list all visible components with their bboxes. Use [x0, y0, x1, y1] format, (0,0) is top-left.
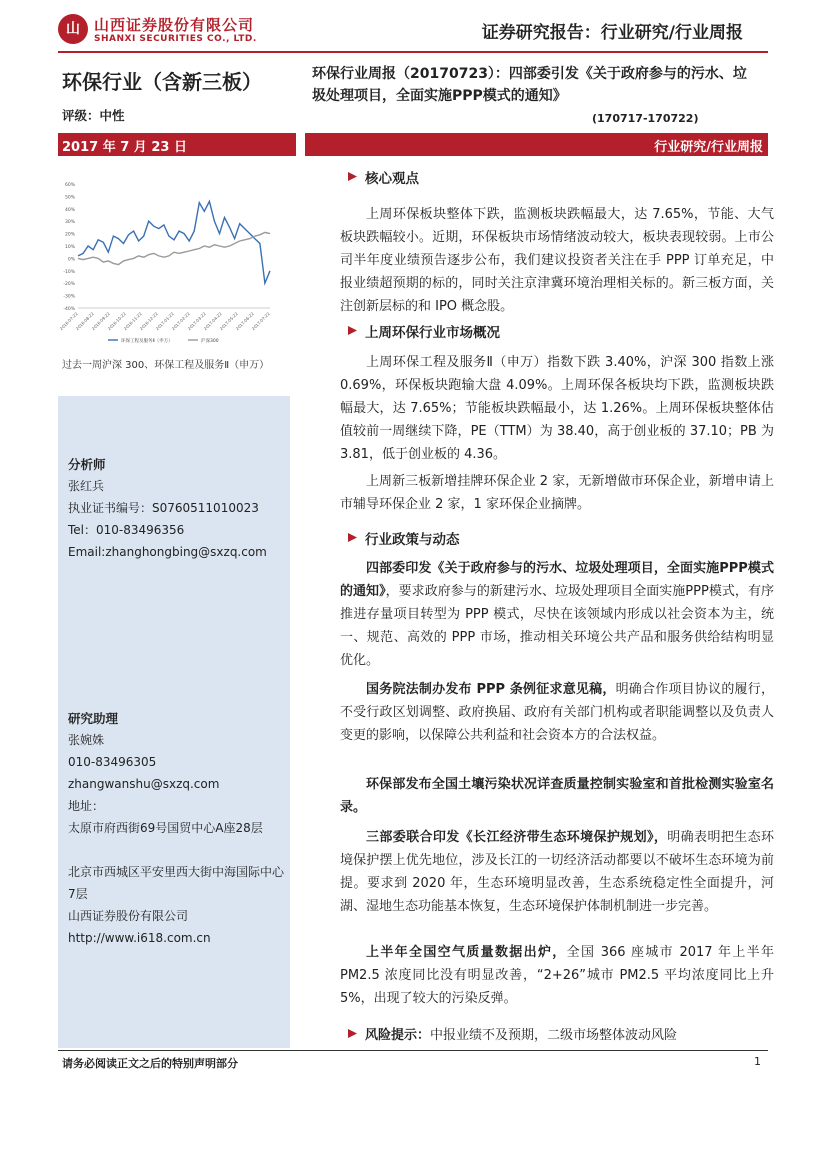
risk-text: 中报业绩不及预期，二级市场整体波动风险 — [430, 1028, 678, 1043]
risk-note — [365, 1024, 677, 1043]
policy-item-3 — [340, 773, 774, 819]
policy-item-1-lead: 四部委印发《关于政府参与的污水、垃圾处理项目，全面实施PPP模式的通知》 — [340, 561, 774, 599]
address-beijing: 北京市西城区平安里西大街中海国际中心7层 — [68, 865, 285, 901]
policy-item-5-lead: 上半年全国空气质量数据出炉， — [366, 945, 567, 960]
x-tick-label: 2017-05-22 — [218, 311, 239, 332]
x-tick-label: 2016-08-22 — [74, 311, 95, 332]
rating: 评级：中性 — [62, 108, 125, 123]
y-tick-label: 20% — [64, 232, 75, 238]
policy-item-2 — [340, 678, 774, 747]
y-tick-label: -10% — [63, 269, 75, 275]
assistant-tel: 010-83496305 — [68, 755, 157, 769]
market-text-1: 上周环保工程及服务Ⅱ（申万）指数下跌 3.40%，沪深 300 指数上涨 0.69%，环保板块跑输大盘 4.09%。上周环保各板块均下跌，监测板块跌幅最大，达 7.65%；节能板块跌幅最小，达 1.26%。上周环保板块整体估值较前一周继续下降，PE（TTM）为 38.40，高于创业板的 37.10；PB 为 3.81，低于创业板的 4.36。 — [340, 355, 774, 462]
analyst-license: 执业证书编号：S0760511010023 — [68, 501, 259, 515]
x-tick-label: 2017-06-22 — [234, 311, 255, 332]
company-name-cn: 山西证券股份有限公司 — [94, 16, 255, 34]
header-divider — [58, 51, 768, 53]
x-tick-label: 2016-07-22 — [58, 311, 79, 332]
company-name-en: SHANXI SECURITIES CO., LTD. — [94, 34, 257, 44]
index-chart — [58, 178, 290, 348]
section-marker-icon — [348, 1029, 357, 1038]
sec-core-views-title: 核心观点 — [365, 171, 419, 187]
x-tick-label: 2016-12-22 — [138, 311, 159, 332]
legend-label: 环保工程及服务Ⅱ（申万） — [121, 339, 173, 344]
x-tick-label: 2017-01-22 — [154, 311, 175, 332]
y-tick-label: 60% — [64, 183, 75, 188]
y-tick-label: -30% — [63, 294, 75, 300]
core-views-text: 上周环保板块整体下跌，监测板块跌幅最大，达 7.65%，节能、大气板块跌幅较小。近期，环保板块市场情绪波动较大，板块表现较弱。上市公司半年度业绩预告逐步公布，我们建议投资者关注在手 PPP 订单充足，中报业绩超预期的标的，同时关注京津冀环境治理相关标的。新三板方面，关注创新层标的和 IPO 概念股。 — [340, 207, 774, 314]
company-url[interactable]: http://www.i618.com.cn — [68, 931, 211, 945]
y-tick-label: -40% — [63, 307, 75, 312]
policy-item-4-lead: 三部委联合印发《长江经济带生态环境保护规划》， — [366, 830, 668, 845]
x-tick-label: 2016-11-22 — [122, 311, 143, 332]
x-tick-label: 2017-02-22 — [170, 311, 191, 332]
logo-glyph: 山 — [66, 21, 80, 37]
address-taiyuan: 太原市府西街69号国贸中心A座28层 — [68, 821, 263, 835]
assistant-name: 张婉姝 — [68, 733, 105, 747]
report-date: 2017 年 7 月 23 日 — [62, 140, 187, 155]
company-name-contact: 山西证券股份有限公司 — [68, 909, 189, 923]
x-tick-label: 2016-09-22 — [90, 311, 111, 332]
y-tick-label: 40% — [64, 207, 75, 213]
sec-market-title: 上周环保行业市场概况 — [365, 325, 500, 341]
page-number: 1 — [754, 1055, 761, 1068]
chart-caption: 过去一周沪深 300、环保工程及服务Ⅱ（申万） — [62, 360, 270, 371]
y-tick-label: 10% — [64, 245, 75, 250]
legend-label: 沪深300 — [201, 339, 219, 344]
footer-divider — [58, 1050, 768, 1051]
x-tick-label: 2017-03-22 — [186, 311, 207, 332]
y-tick-label: 30% — [64, 220, 75, 226]
assistant-email[interactable]: zhangwanshu@sxzq.com — [68, 777, 220, 791]
section-marker-icon — [348, 533, 357, 542]
y-tick-label: -20% — [63, 282, 75, 288]
analyst-name: 张红兵 — [68, 479, 105, 493]
policy-item-4-body: 明确表明把生态环境保护摆上优先地位，涉及长江的一切经济活动都要以不破坏生态环境为前提。要求到 2020 年，生态环境明显改善，生态系统稳定性全面提升，河湖、湿地生态功能基本恢复，生态环境保护体制机制进一步完善。 — [340, 830, 774, 914]
y-tick-label: 50% — [64, 195, 75, 201]
market-text-2: 上周新三板新增挂牌环保企业 2 家，无新增做市环保企业，新增申请上市辅导环保企业 2 家，1 家环保企业摘牌。 — [340, 474, 774, 512]
sec-policy-title: 行业政策与动态 — [365, 532, 460, 548]
series-line-0 — [78, 201, 270, 283]
footer-disclaimer: 请务必阅读正文之后的特别声明部分 — [62, 1057, 238, 1070]
industry-title: 环保行业（含新三板） — [62, 70, 262, 94]
section-marker-icon — [348, 326, 357, 335]
policy-item-2-body: 明确合作项目协议的履行，不受行政区划调整、政府换届、政府有关部门机构或者职能调整以及负责人变更的影响，以保障公共利益和社会资本方的合法权益。 — [340, 682, 774, 743]
policy-item-2-lead: 国务院法制办发布 PPP 条例征求意见稿， — [366, 682, 616, 697]
x-tick-label: 2017-04-22 — [202, 311, 223, 332]
report-type: 证券研究报告：行业研究/行业周报 — [481, 23, 743, 43]
x-tick-label: 2016-10-22 — [106, 311, 127, 332]
assistant-label: 研究助理 — [68, 711, 119, 726]
section-bar-label: 行业研究/行业周报 — [654, 140, 763, 155]
analyst-label: 分析师 — [68, 457, 106, 472]
policy-item-3-lead: 环保部发布全国土壤污染状况详查质量控制实验室和首批检测实验室名录。 — [340, 777, 774, 815]
analyst-tel: Tel：010-83496356 — [68, 523, 185, 537]
policy-item-1-body: ，要求政府参与的新建污水、垃圾处理项目全面实施PPP模式，有序推进存量项目转型为 PPP 模式，尽快在该领域内形成以社会资本为主，统一、规范、高效的 PPP 市场，推动相关环境公共产品和服务供给结构明显优化。 — [340, 584, 774, 668]
x-tick-label: 2017-07-22 — [250, 311, 271, 332]
y-tick-label: 0% — [67, 257, 75, 263]
risk-label: 风险提示： — [365, 1028, 431, 1043]
policy-item-5-body: 全国 366 座城市 2017 年上半年 PM2.5 浓度同比没有明显改善，“2+26”城市 PM2.5 平均浓度同比上升 5%，出现了较大的污染反弹。 — [340, 945, 774, 1006]
address-label: 地址： — [68, 799, 105, 813]
date-range: (170717-170722) — [592, 112, 699, 125]
report-headline: 环保行业周报（20170723）：四部委引发《关于政府参与的污水、垃圾处理项目，全面实施PPP模式的通知》 — [312, 66, 747, 104]
policy-item-4 — [340, 826, 774, 918]
section-marker-icon — [348, 172, 357, 181]
policy-item-1 — [340, 557, 774, 672]
analyst-email[interactable]: Email:zhanghongbing@sxzq.com — [68, 545, 267, 559]
policy-item-5 — [340, 941, 774, 1010]
